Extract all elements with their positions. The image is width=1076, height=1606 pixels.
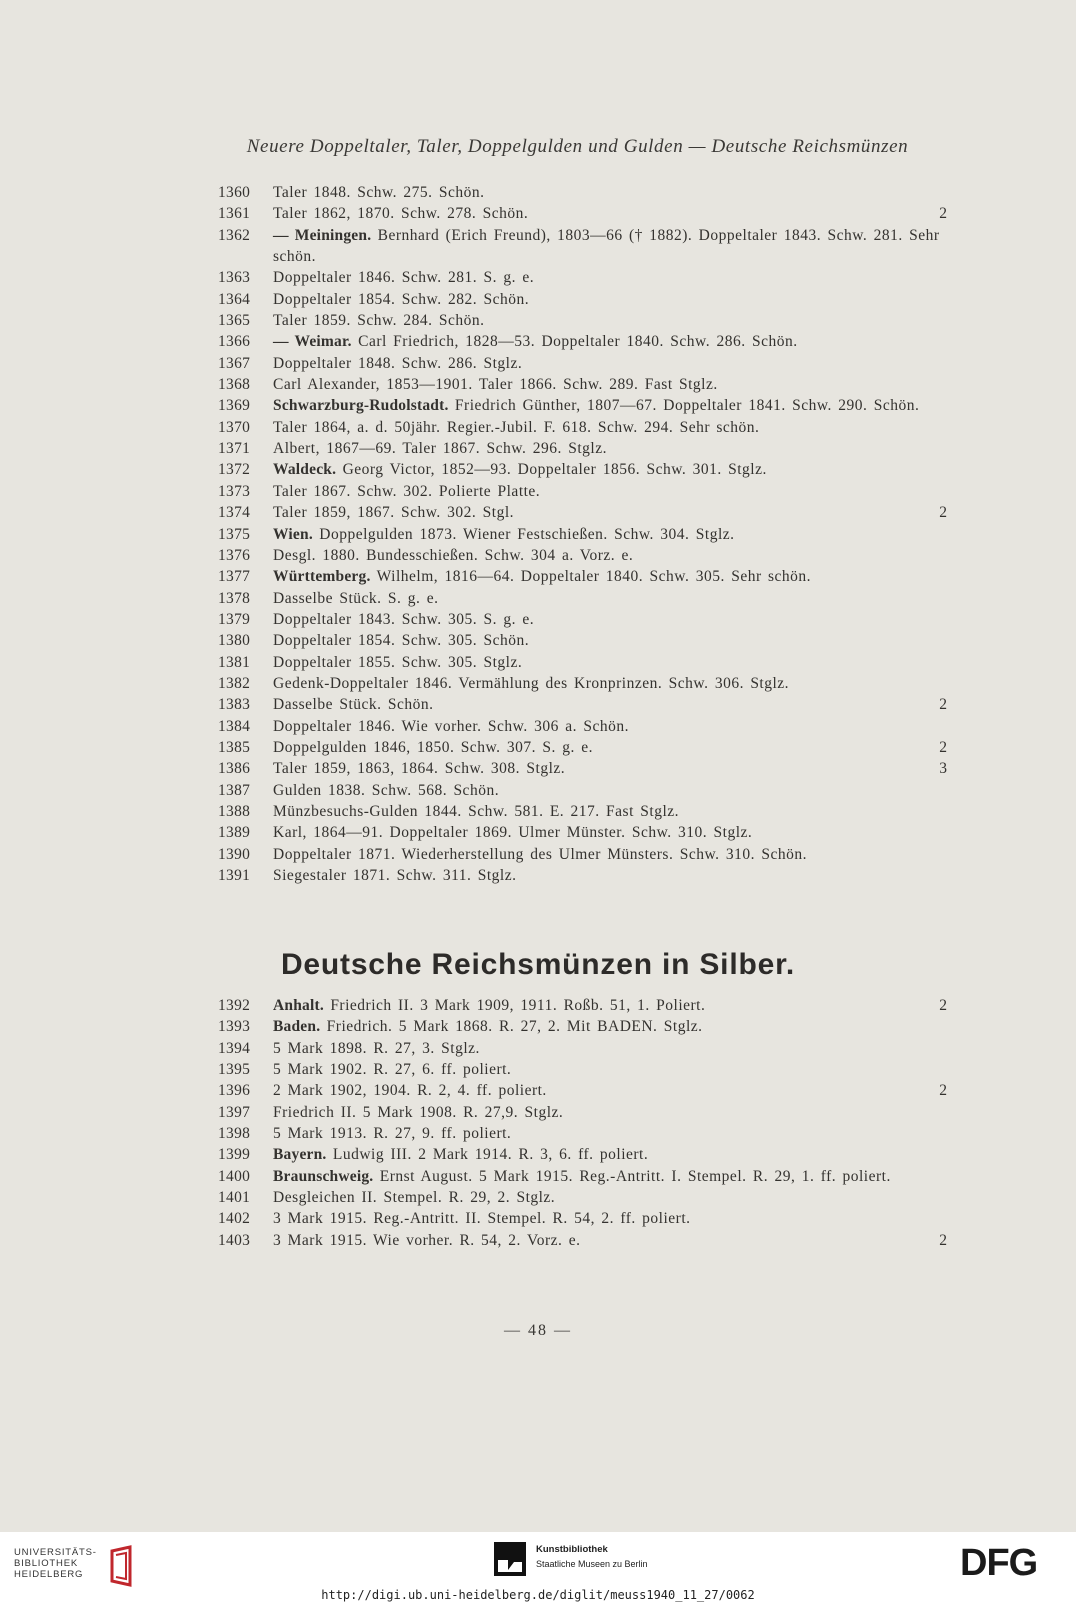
lot-number: 1363	[218, 269, 251, 287]
entry-list-reichsmuenzen	[0, 995, 1076, 1251]
catalog-entry	[0, 310, 1076, 331]
catalog-entry	[0, 225, 1076, 268]
place-name: Württemberg.	[273, 568, 371, 586]
description-text: Georg Victor, 1852—93. Doppeltaler 1856. Schw. 301. Stglz.	[342, 461, 767, 479]
catalog-entry	[0, 545, 1076, 566]
entry-description	[273, 331, 945, 352]
description-text: 5 Mark 1902. R. 27, 6. ff. poliert.	[273, 1061, 512, 1079]
description-text: Doppeltaler 1848. Schw. 286. Stglz.	[273, 354, 523, 372]
description-text: 3 Mark 1915. Wie vorher. R. 54, 2. Vorz. e.	[273, 1231, 581, 1249]
lot-number: 1382	[218, 674, 251, 692]
catalog-entry	[0, 331, 1076, 352]
lot-number: 1399	[218, 1146, 251, 1164]
place-name: Baden.	[273, 1018, 321, 1036]
entry-description	[273, 1123, 945, 1144]
ub-mark-icon	[106, 1545, 146, 1589]
catalog-entry	[0, 182, 1076, 203]
description-text: Friedrich. 5 Mark 1868. R. 27, 2. Mit BADEN. Stglz.	[326, 1018, 703, 1036]
catalog-entry	[0, 801, 1076, 822]
entry-description	[273, 310, 945, 331]
description-text: Taler 1859, 1867. Schw. 302. Stgl.	[273, 504, 515, 522]
description-text: 3 Mark 1915. Reg.-Antritt. II. Stempel. R. 54, 2. ff. poliert.	[273, 1210, 691, 1228]
entry-description	[273, 225, 945, 268]
quantity: 2	[939, 205, 947, 223]
catalog-entry	[0, 1102, 1076, 1123]
entry-description	[273, 353, 945, 374]
permalink-url[interactable]: http://digi.ub.uni-heidelberg.de/diglit/meuss1940_11_27/0062	[321, 1588, 755, 1602]
lot-number: 1393	[218, 1018, 251, 1036]
entry-description	[273, 374, 945, 395]
quantity: 2	[939, 1082, 947, 1100]
lot-number: 1376	[218, 546, 251, 564]
description-text: Doppeltaler 1843. Schw. 305. S. g. e.	[273, 610, 535, 628]
catalog-entry	[0, 1123, 1076, 1144]
lot-number: 1389	[218, 824, 251, 842]
section-heading: Deutsche Reichsmünzen in Silber.	[280, 948, 796, 981]
catalog-entry	[0, 374, 1076, 395]
lot-number: 1402	[218, 1210, 251, 1228]
kunstbibliothek-logo[interactable]	[494, 1542, 714, 1578]
running-head: Neuere Doppeltaler, Taler, Doppelgulden und Gulden — Deutsche Reichsmünzen	[246, 136, 909, 157]
entry-list-reichstaler	[0, 182, 1076, 886]
quantity: 2	[939, 504, 947, 522]
lot-number: 1381	[218, 653, 251, 671]
lot-number: 1390	[218, 845, 251, 863]
lot-number: 1386	[218, 760, 251, 778]
quantity: 2	[939, 696, 947, 714]
description-text: Münzbesuchs-Gulden 1844. Schw. 581. E. 217. Fast Stglz.	[273, 802, 680, 820]
lot-number: 1380	[218, 632, 251, 650]
lot-number: 1396	[218, 1082, 251, 1100]
entry-description	[273, 1208, 945, 1229]
lot-number: 1361	[218, 205, 251, 223]
lot-number: 1398	[218, 1125, 251, 1143]
lot-number: 1383	[218, 696, 251, 714]
entry-description	[273, 609, 945, 630]
catalog-entry	[0, 995, 1076, 1016]
description-text: Ludwig III. 2 Mark 1914. R. 3, 6. ff. poliert.	[332, 1146, 649, 1164]
catalog-entry	[0, 353, 1076, 374]
lot-number: 1370	[218, 418, 251, 436]
catalog-entry	[0, 566, 1076, 587]
entry-description	[273, 395, 945, 416]
description-text: 5 Mark 1898. R. 27, 3. Stglz.	[273, 1039, 480, 1057]
description-text: Doppelgulden 1873. Wiener Festschießen. Schw. 304. Stglz.	[319, 525, 735, 543]
catalog-entry	[0, 737, 1076, 758]
lot-number: 1378	[218, 589, 251, 607]
entry-description	[273, 438, 945, 459]
catalog-entry	[0, 1166, 1076, 1187]
quantity: 2	[939, 1231, 947, 1249]
description-text: Doppeltaler 1871. Wiederherstellung des Ulmer Münsters. Schw. 310. Schön.	[273, 845, 808, 863]
lot-number: 1400	[218, 1167, 251, 1185]
catalog-entry	[0, 758, 1076, 779]
entry-description	[273, 588, 945, 609]
lot-number: 1368	[218, 376, 251, 394]
entry-description	[273, 673, 945, 694]
place-name: Bayern.	[273, 1146, 327, 1164]
lot-number: 1391	[218, 867, 251, 884]
description-text: Friedrich II. 3 Mark 1909, 1911. Roßb. 51, 1. Poliert.	[330, 997, 706, 1014]
description-text: Dasselbe Stück. S. g. e.	[273, 589, 439, 607]
catalog-entry	[0, 652, 1076, 673]
place-name: Schwarzburg-Rudolstadt.	[273, 397, 449, 415]
catalog-entry	[0, 780, 1076, 801]
catalog-entry	[0, 1187, 1076, 1208]
lot-number: 1375	[218, 525, 251, 543]
catalog-entry	[0, 630, 1076, 651]
lot-number: 1372	[218, 461, 251, 479]
entry-description	[273, 417, 945, 438]
lot-number: 1374	[218, 504, 251, 522]
catalog-entry	[0, 716, 1076, 737]
lot-number: 1371	[218, 440, 251, 458]
description-text: Doppeltaler 1855. Schw. 305. Stglz.	[273, 653, 523, 671]
ub-heidelberg-logo[interactable]	[14, 1545, 134, 1589]
catalog-entry	[0, 1230, 1076, 1251]
entry-description	[273, 694, 945, 715]
entry-description	[273, 801, 945, 822]
description-text: Desgl. 1880. Bundesschießen. Schw. 304 a. Vorz. e.	[273, 546, 634, 564]
lot-number: 1397	[218, 1103, 251, 1121]
description-text: 2 Mark 1902, 1904. R. 2, 4. ff. poliert.	[273, 1082, 547, 1100]
entry-description	[273, 524, 945, 545]
catalog-entry	[0, 1059, 1076, 1080]
lot-number: 1394	[218, 1039, 251, 1057]
catalog-entry	[0, 673, 1076, 694]
lot-number: 1377	[218, 568, 251, 586]
lot-number: 1385	[218, 738, 251, 756]
description-text: Carl Friedrich, 1828—53. Doppeltaler 1840. Schw. 286. Schön.	[358, 333, 798, 351]
catalog-entry	[0, 865, 1076, 886]
lot-number: 1360	[218, 184, 251, 201]
catalog-entry	[0, 417, 1076, 438]
entry-description	[273, 822, 945, 843]
catalog-entry	[0, 694, 1076, 715]
place-name: — Meiningen.	[273, 226, 372, 244]
entry-description	[273, 289, 945, 310]
entry-description	[273, 267, 945, 288]
description-text: Taler 1867. Schw. 302. Polierte Platte.	[273, 482, 541, 500]
place-name: Braunschweig.	[273, 1167, 374, 1185]
description-text: 5 Mark 1913. R. 27, 9. ff. poliert.	[273, 1125, 512, 1143]
catalog-entry	[0, 1080, 1076, 1101]
entry-description	[273, 459, 945, 480]
lot-number: 1367	[218, 354, 251, 372]
catalog-entry	[0, 502, 1076, 523]
entry-description	[273, 481, 945, 502]
entry-description	[273, 780, 945, 801]
lot-number: 1362	[218, 226, 251, 244]
description-text: Dasselbe Stück. Schön.	[273, 696, 434, 714]
entry-description	[273, 652, 945, 673]
description-text: Doppeltaler 1854. Schw. 305. Schön.	[273, 632, 530, 650]
lot-number: 1387	[218, 781, 251, 799]
entry-description	[273, 1059, 945, 1080]
catalog-entry	[0, 524, 1076, 545]
catalog-entry	[0, 289, 1076, 310]
entry-description	[273, 545, 945, 566]
entry-description	[273, 1038, 945, 1059]
entry-description	[273, 1144, 945, 1165]
description-text: Taler 1864, a. d. 50jähr. Regier.-Jubil. F. 618. Schw. 294. Sehr schön.	[273, 418, 760, 436]
catalog-entry	[0, 844, 1076, 865]
viewer-footer	[0, 1532, 1076, 1606]
description-text: Karl, 1864—91. Doppeltaler 1869. Ulmer Münster. Schw. 310. Stglz.	[273, 824, 753, 842]
catalog-entry	[0, 822, 1076, 843]
description-text: Albert, 1867—69. Taler 1867. Schw. 296. Stglz.	[273, 440, 607, 458]
entry-description	[273, 737, 945, 758]
entry-description	[273, 844, 945, 865]
description-text: Taler 1848. Schw. 275. Schön.	[273, 184, 485, 201]
description-text: Wilhelm, 1816—64. Doppeltaler 1840. Schw. 305. Sehr schön.	[376, 568, 812, 586]
catalog-entry	[0, 438, 1076, 459]
catalog-entry	[0, 1038, 1076, 1059]
description-text: Taler 1862, 1870. Schw. 278. Schön.	[273, 205, 529, 223]
entry-description	[273, 1230, 945, 1251]
description-text: Friedrich II. 5 Mark 1908. R. 27,9. Stglz.	[273, 1103, 564, 1121]
kunstbibliothek-mark-icon	[494, 1542, 526, 1576]
description-text: Doppeltaler 1846. Wie vorher. Schw. 306 a. Schön.	[273, 717, 629, 735]
lot-number: 1392	[218, 997, 251, 1014]
description-text: Doppeltaler 1854. Schw. 282. Schön.	[273, 290, 530, 308]
description-text: Bernhard (Erich Freund), 1803—66 († 1882). Doppeltaler 1843. Schw. 281. Sehr schön.	[273, 226, 940, 266]
place-name: Anhalt.	[273, 997, 324, 1014]
entry-description	[273, 865, 945, 886]
entry-description	[273, 566, 945, 587]
entry-description	[273, 1187, 945, 1208]
place-name: Wien.	[273, 525, 313, 543]
entry-description	[273, 1080, 945, 1101]
catalog-entry	[0, 481, 1076, 502]
entry-description	[273, 1102, 945, 1123]
place-name: Waldeck.	[273, 461, 337, 479]
description-text: Carl Alexander, 1853—1901. Taler 1866. Schw. 289. Fast Stglz.	[273, 376, 718, 394]
lot-number: 1366	[218, 333, 251, 351]
catalog-entry	[0, 267, 1076, 288]
entry-description	[273, 1166, 945, 1187]
entry-description	[273, 758, 945, 779]
description-text: Gulden 1838. Schw. 568. Schön.	[273, 781, 500, 799]
lot-number: 1369	[218, 397, 251, 415]
place-name: — Weimar.	[273, 333, 352, 351]
description-text: Taler 1859. Schw. 284. Schön.	[273, 312, 485, 330]
entry-description	[273, 630, 945, 651]
kunstbibliothek-title: Kunstbibliothek	[536, 1544, 608, 1555]
quantity: 2	[939, 997, 947, 1014]
catalog-entry	[0, 1144, 1076, 1165]
lot-number: 1403	[218, 1231, 251, 1249]
lot-number: 1395	[218, 1061, 251, 1079]
lot-number: 1365	[218, 312, 251, 330]
description-text: Desgleichen II. Stempel. R. 29, 2. Stglz.	[273, 1189, 556, 1207]
entry-description	[273, 716, 945, 737]
catalog-entry	[0, 395, 1076, 416]
catalog-entry	[0, 1208, 1076, 1229]
quantity: 3	[939, 760, 947, 778]
lot-number: 1384	[218, 717, 251, 735]
lot-number: 1401	[218, 1189, 251, 1207]
catalog-entry	[0, 588, 1076, 609]
catalog-entry	[0, 1016, 1076, 1037]
description-text: Friedrich Günther, 1807—67. Doppeltaler 1841. Schw. 290. Schön.	[454, 397, 920, 415]
entry-description	[273, 182, 945, 203]
catalog-entry	[0, 203, 1076, 224]
quantity: 2	[939, 738, 947, 756]
entry-description	[273, 1016, 945, 1037]
description-text: Ernst August. 5 Mark 1915. Reg.-Antritt. I. Stempel. R. 29, 1. ff. poliert.	[379, 1167, 891, 1185]
entry-description	[273, 995, 945, 1016]
page-number: — 48 —	[504, 1322, 572, 1339]
dfg-logo[interactable]: DFG	[960, 1542, 1038, 1584]
description-text: Siegestaler 1871. Schw. 311. Stglz.	[273, 867, 517, 884]
description-text: Taler 1859, 1863, 1864. Schw. 308. Stglz.	[273, 760, 566, 778]
entry-description	[273, 203, 945, 224]
catalog-entry	[0, 459, 1076, 480]
lot-number: 1373	[218, 482, 251, 500]
description-text: Doppeltaler 1846. Schw. 281. S. g. e.	[273, 269, 535, 287]
lot-number: 1388	[218, 802, 251, 820]
ub-logo-text: UNIVERSITÄTS- BIBLIOTHEK HEIDELBERG	[14, 1547, 97, 1580]
kunstbibliothek-subtitle: Staatliche Museen zu Berlin	[536, 1559, 648, 1569]
description-text: Doppelgulden 1846, 1850. Schw. 307. S. g. e.	[273, 738, 594, 756]
entry-description	[273, 502, 945, 523]
lot-number: 1379	[218, 610, 251, 628]
lot-number: 1364	[218, 290, 251, 308]
catalog-entry	[0, 609, 1076, 630]
description-text: Gedenk-Doppeltaler 1846. Vermählung des Kronprinzen. Schw. 306. Stglz.	[273, 674, 790, 692]
